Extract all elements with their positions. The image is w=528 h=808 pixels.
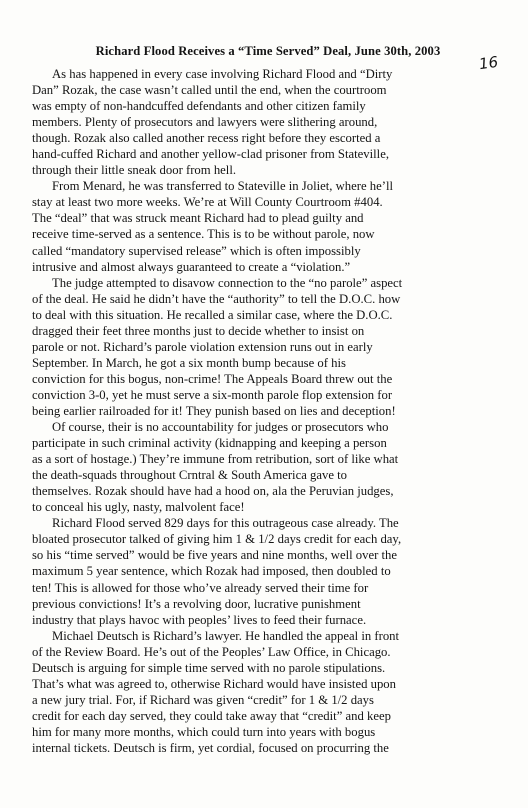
paragraph: From Menard, he was transferred to Stateville in Joliet, where he’ll stay at least two more weeks. We’re at Will County Courtroom #404. The “deal” that was struck meant Richard had to plead guilty and receive time-served as a sentence. This is to be without parole, now called “mandatory supervised release” which is often impossibly intrusive and almost always guaranteed to create a “violation.” (32, 179, 394, 274)
paragraph: Michael Deutsch is Richard’s lawyer. He handled the appeal in front of the Review Board. He’s out of the Peoples’ Law Office, in Chicago. Deutsch is arguing for simple time served with no parole stipulations. That’s what was agreed to, otherwise Richard would have insisted upon a new jury trial. For, if Richard was given “credit” for 1 & 1/2 days credit for each day served, they could take away that “credit” and keep him for many more months, which could turn into years with bogus internal tickets. Deutsch is firm, yet cordial, focused on procurring the (32, 628, 400, 755)
paragraph: As has happened in every case involving Richard Flood and “Dirty Dan” Rozak, the case wasn’t called until the end, when the courtroom was empty of non-handcuffed defendants and other citizen family members. Plenty of prosecutors and lawyers were slithering around, though. Rozak also called another recess right before they escorted a hand-cuffed Richard and another yellow-clad prisoner from Stateville, through their little sneak door from hell. (32, 67, 393, 178)
document-body (32, 66, 518, 756)
handwritten-page-number: 16 (477, 52, 500, 74)
paragraph: The judge attempted to disavow connection to the “no parole” aspect of the deal. He said he didn’t have the “authority” to tell the D.O.C. how to deal with this situation. He recalled a similar case, where the D.O.C. dragged their feet three months just to decide whether to insist on parole or not. Richard’s parole violation extension runs out in early September. In March, he got a six month bump because of his conviction for this bogus, non-crime! The Appeals Board threw out the conviction 3-0, yet he must serve a six-month parole flop extension for being earlier railroaded for it! They punish based on lies and deception! (32, 275, 403, 418)
paragraph: Of course, their is no accountability for judges or prosecutors who participate in such criminal activity (kidnapping and keeping a person as a sort of hostage.) They’re immune from retribution, sort of like what the death-squads throughout Crntral & South America gave to themselves. Rozak should have had a hood on, ala the Peruvian judges, to conceal his ugly, nasty, malvolent face! (32, 420, 399, 515)
document-title: Richard Flood Receives a “Time Served” Deal, June 30th, 2003 (95, 44, 441, 58)
paragraph: Richard Flood served 829 days for this outrageous case already. The bloated prosecutor talked of giving him 1 & 1/2 days credit for each day, so his “time served” would be five years and nine months, well over the maximum 5 year sentence, which Rozak had imposed, then doubled to ten! This is allowed for those who’ve already served their time for previous convictions! It’s a revolving door, lucrative punishment industry that plays havoc with peoples’ lives to feed their furnace. (32, 516, 402, 627)
